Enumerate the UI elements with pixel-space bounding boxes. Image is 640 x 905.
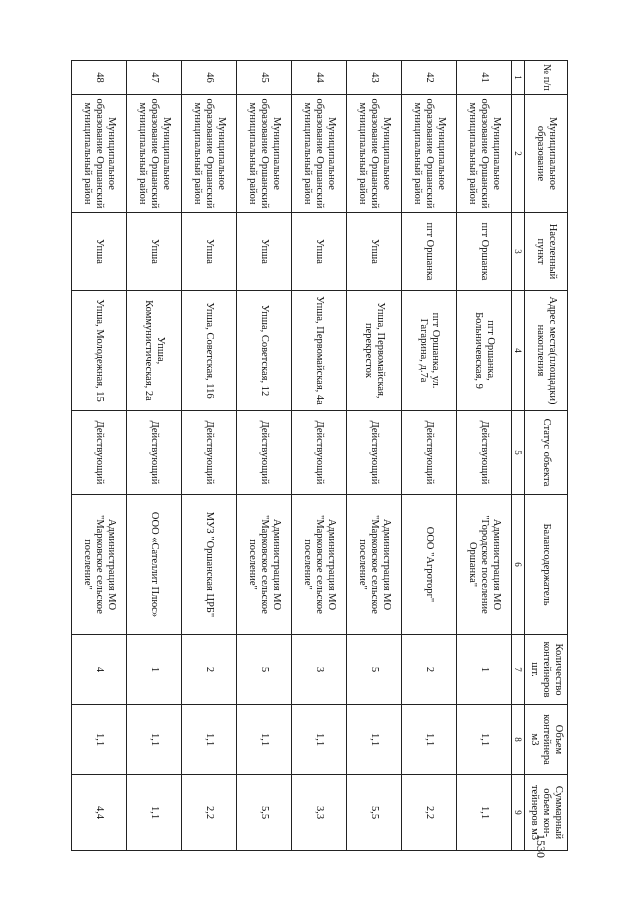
cell-settlement: Упша <box>72 213 127 291</box>
cell-total-volume: 3,3 <box>292 775 347 851</box>
cell-balance-holder: МУЗ "Оршанская ЦРБ" <box>182 495 237 635</box>
cell-total-volume: 2,2 <box>182 775 237 851</box>
rotated-table-container <box>81 60 568 850</box>
table-header-row <box>525 61 568 851</box>
cell-balance-holder: ООО «Сателлит Плюс» <box>127 495 182 635</box>
header-cell: Адрес места(площадки) накопления <box>525 291 568 411</box>
cell-settlement: Упша <box>347 213 402 291</box>
column-number: 9 <box>512 775 525 851</box>
cell-address: пгт Оршанка, ул. Гагарина, д.7а <box>402 291 457 411</box>
cell-status: Действующий <box>292 411 347 495</box>
cell-municipality: Муниципальное образование Оршанский муниципальный район <box>237 95 292 213</box>
cell-total-volume: 5,5 <box>347 775 402 851</box>
cell-municipality: Муниципальное образование Оршанский муниципальный район <box>182 95 237 213</box>
cell-status: Действующий <box>457 411 512 495</box>
cell-status: Действующий <box>402 411 457 495</box>
cell-settlement: Упша <box>292 213 347 291</box>
header-cell: Балансодержатель <box>525 495 568 635</box>
column-number: 1 <box>512 61 525 95</box>
table-row <box>347 61 402 851</box>
table-row <box>182 61 237 851</box>
cell-total-volume: 5,5 <box>237 775 292 851</box>
table-row <box>237 61 292 851</box>
container-sites-table <box>71 60 568 851</box>
cell-container-count: 3 <box>292 635 347 705</box>
cell-balance-holder: Администрация МО "Марковское сельское поселение" <box>72 495 127 635</box>
cell-settlement: пгт Оршанка <box>402 213 457 291</box>
cell-total-volume: 1,1 <box>127 775 182 851</box>
cell-balance-holder: Администрация МО "Марковское сельское поселение" <box>292 495 347 635</box>
cell-row-number: 41 <box>457 61 512 95</box>
cell-settlement: Упша <box>182 213 237 291</box>
cell-municipality: Муниципальное образование Оршанский муниципальный район <box>402 95 457 213</box>
cell-balance-holder: Администрация МО "Марковское сельское поселение" <box>347 495 402 635</box>
cell-status: Действующий <box>237 411 292 495</box>
cell-row-number: 42 <box>402 61 457 95</box>
header-cell: Статус объекта <box>525 411 568 495</box>
cell-balance-holder: Администрация МО "Марковское сельское поселение" <box>237 495 292 635</box>
cell-row-number: 46 <box>182 61 237 95</box>
cell-settlement: Упша <box>237 213 292 291</box>
cell-status: Действующий <box>182 411 237 495</box>
header-cell: Объем контейнера м3 <box>525 705 568 775</box>
cell-container-volume: 1,1 <box>457 705 512 775</box>
cell-total-volume: 1,1 <box>457 775 512 851</box>
cell-row-number: 45 <box>237 61 292 95</box>
cell-settlement: Упша <box>127 213 182 291</box>
cell-address: Упша, Первомайская, 4а <box>292 291 347 411</box>
header-cell: Суммарный объем кон-тейнеров м3 <box>525 775 568 851</box>
cell-address: Упша, Коммунистическая, 2а <box>127 291 182 411</box>
cell-container-volume: 1,1 <box>182 705 237 775</box>
cell-container-volume: 1,1 <box>292 705 347 775</box>
cell-container-count: 2 <box>182 635 237 705</box>
cell-balance-holder: ООО "Агроторг" <box>402 495 457 635</box>
cell-address: пгт Оршанка, Больничевская, 9 <box>457 291 512 411</box>
table-row <box>402 61 457 851</box>
cell-container-volume: 1,1 <box>127 705 182 775</box>
cell-container-volume: 1,1 <box>72 705 127 775</box>
page-number: 1530 <box>534 834 548 858</box>
cell-container-count: 5 <box>347 635 402 705</box>
table-row <box>72 61 127 851</box>
header-cell: Населенный пункт <box>525 213 568 291</box>
cell-status: Действующий <box>347 411 402 495</box>
table-body <box>72 61 512 851</box>
cell-container-count: 5 <box>237 635 292 705</box>
cell-address: Упша, Первомайская, перекресток <box>347 291 402 411</box>
cell-total-volume: 4,4 <box>72 775 127 851</box>
cell-container-volume: 1,1 <box>237 705 292 775</box>
cell-container-count: 2 <box>402 635 457 705</box>
cell-container-volume: 1,1 <box>347 705 402 775</box>
cell-address: Упша, Советская, 116 <box>182 291 237 411</box>
cell-municipality: Муниципальное образование Оршанский муниципальный район <box>72 95 127 213</box>
column-number: 2 <box>512 95 525 213</box>
table-row <box>292 61 347 851</box>
cell-row-number: 44 <box>292 61 347 95</box>
cell-row-number: 43 <box>347 61 402 95</box>
cell-municipality: Муниципальное образование Оршанский муниципальный район <box>292 95 347 213</box>
cell-container-count: 4 <box>72 635 127 705</box>
column-number: 4 <box>512 291 525 411</box>
cell-status: Действующий <box>72 411 127 495</box>
cell-status: Действующий <box>127 411 182 495</box>
cell-container-count: 1 <box>457 635 512 705</box>
cell-municipality: Муниципальное образование Оршанский муниципальный район <box>127 95 182 213</box>
header-cell: Муниципальное образование <box>525 95 568 213</box>
column-number: 7 <box>512 635 525 705</box>
cell-balance-holder: Администрация МО "Городское поселение Оршанка" <box>457 495 512 635</box>
cell-settlement: пгт Оршанка <box>457 213 512 291</box>
cell-municipality: Муниципальное образование Оршанский муниципальный район <box>347 95 402 213</box>
cell-total-volume: 2,2 <box>402 775 457 851</box>
cell-row-number: 47 <box>127 61 182 95</box>
cell-container-count: 1 <box>127 635 182 705</box>
header-cell: Количество контейнеров шт. <box>525 635 568 705</box>
cell-row-number: 48 <box>72 61 127 95</box>
cell-municipality: Муниципальное образование Оршанский муниципальный район <box>457 95 512 213</box>
column-number: 8 <box>512 705 525 775</box>
column-number: 6 <box>512 495 525 635</box>
table-row <box>457 61 512 851</box>
table-row <box>127 61 182 851</box>
cell-address: Упша, Советская, 12 <box>237 291 292 411</box>
cell-address: Упша, Молодежная, 15 <box>72 291 127 411</box>
header-cell: № п/п <box>525 61 568 95</box>
cell-container-volume: 1,1 <box>402 705 457 775</box>
column-number-row <box>512 61 525 851</box>
column-number: 5 <box>512 411 525 495</box>
column-number: 3 <box>512 213 525 291</box>
